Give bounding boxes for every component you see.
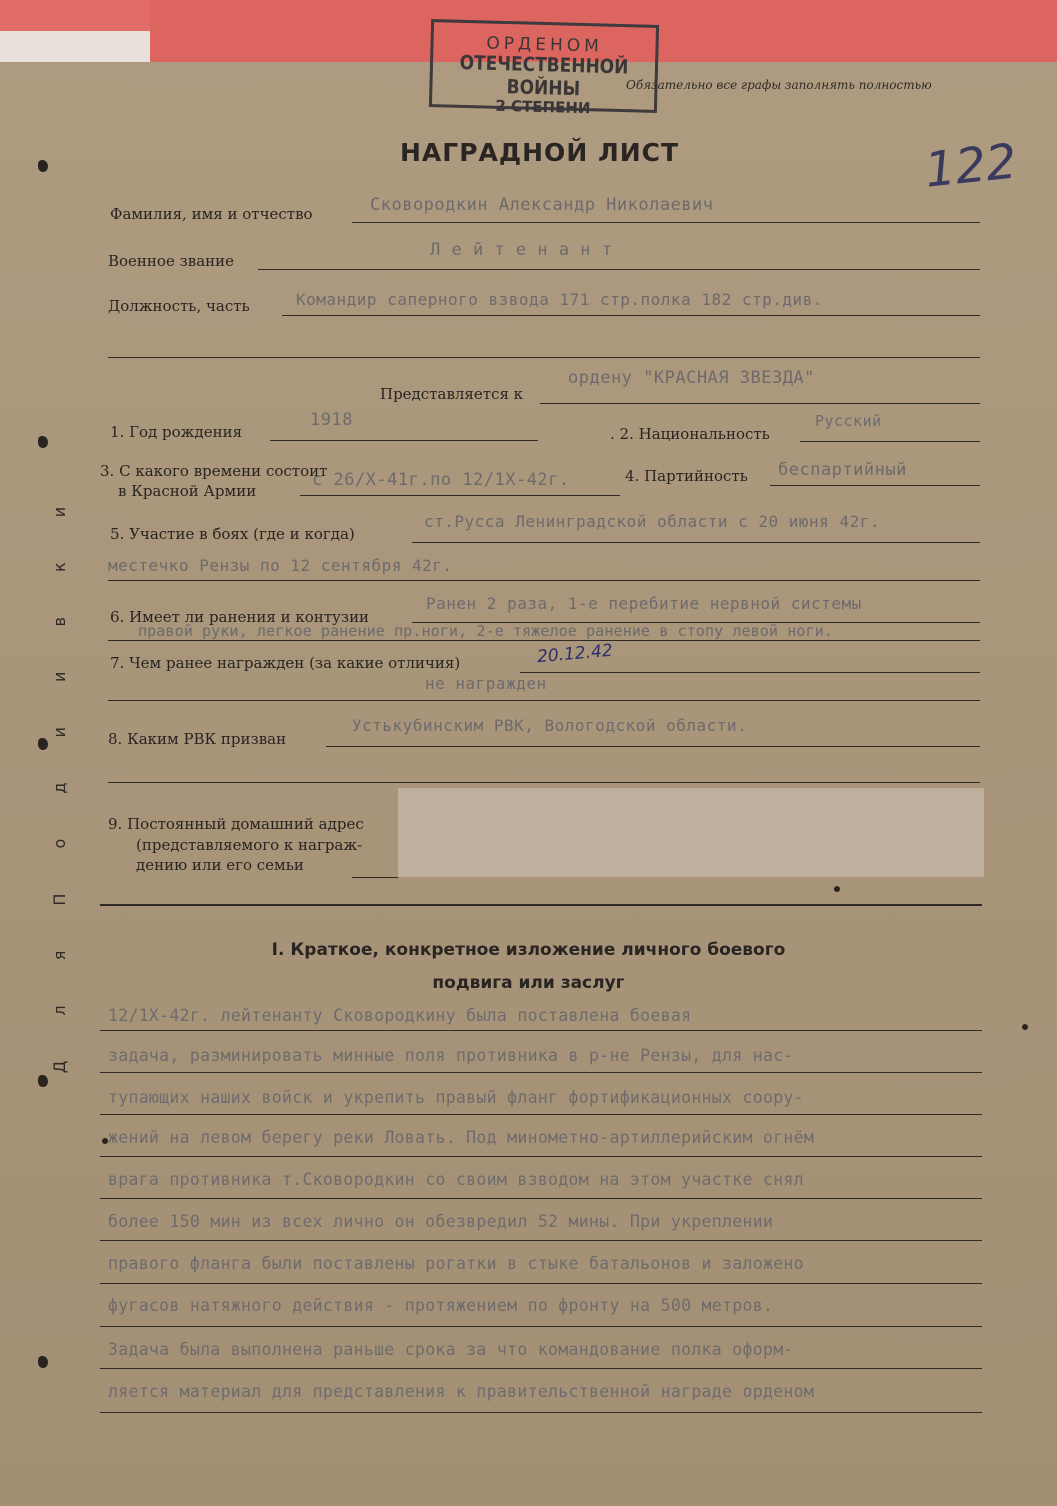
- ink-dot: [834, 886, 840, 892]
- position-underline: [282, 315, 980, 316]
- wounds-value-2: правой руки, легкое ранение пр.ноги, 2-е тяжелое ранение в стопу левой ноги.: [138, 622, 833, 640]
- address-label-line1: 9. Постоянный домашний адрес: [108, 815, 364, 833]
- nationality-underline: [800, 441, 980, 442]
- narrative-line: 12/1Х-42г. лейтенанту Сковородкину была поставлена боевая: [108, 1006, 692, 1025]
- ink-dot: [102, 1138, 108, 1144]
- handwritten-number: 122: [922, 133, 1020, 199]
- rvk-underline: [326, 746, 980, 747]
- battles-value-1: ст.Русса Ленинградской области с 20 июня 42г.: [424, 512, 880, 531]
- awards-underline: [520, 672, 980, 673]
- narrative-line: правого фланга были поставлены рогатки в стыке батальонов и заложено: [108, 1254, 804, 1273]
- narrative-rule: [100, 1326, 982, 1327]
- battles-underline: [412, 542, 980, 543]
- narrative-line: более 150 мин из всех лично он обезвредил 52 мины. При укреплении: [108, 1212, 774, 1231]
- top-instruction-note: Обязательно все графы заполнять полностью: [626, 78, 932, 92]
- stamp-line-3: 2 СТЕПЕНИ: [495, 96, 591, 118]
- rvk-label: 8. Каким РВК призван: [108, 730, 287, 748]
- service-label-line2: в Красной Армии: [118, 482, 257, 500]
- rvk-value: Устькубинским РВК, Вологодской области.: [352, 716, 748, 735]
- binder-hole: [38, 1075, 48, 1087]
- award-stamp: [429, 19, 659, 118]
- binder-hole: [38, 738, 48, 750]
- fio-underline: [352, 222, 980, 223]
- section-heading-line1: I. Краткое, конкретное изложение личного боевого: [271, 940, 786, 960]
- section-divider: [100, 904, 982, 906]
- fio-label: Фамилия, имя и отчество: [110, 205, 313, 223]
- awards-label: 7. Чем ранее награжден (за какие отличия): [110, 654, 461, 672]
- narrative-line: тупающих наших войск и укрепить правый фланг фортификационных соору-: [108, 1088, 804, 1107]
- binder-hole: [38, 160, 48, 172]
- binder-hole: [38, 1356, 48, 1368]
- service-underline: [300, 495, 620, 496]
- position-value: Командир саперного взвода 171 стр.полка 182 стр.див.: [296, 290, 823, 309]
- awards-underline-2: [108, 700, 980, 701]
- narrative-line: врага противника т.Сковородкин со своим взводом на этом участке снял: [108, 1170, 804, 1189]
- address-underline: [352, 877, 398, 878]
- narrative-line: ляется материал для представления к правительственной награде орденом: [108, 1382, 815, 1401]
- narrative-line: фугасов натяжного действия - протяжением по фронту на 500 метров.: [108, 1296, 774, 1315]
- presented-underline: [540, 403, 980, 404]
- narrative-rule: [100, 1156, 982, 1157]
- birth-label: 1. Год рождения: [110, 423, 243, 441]
- wounds-value-1: Ранен 2 раза, 1-е перебитие нервной системы: [426, 594, 862, 613]
- wounds-underline-2: [108, 640, 980, 641]
- address-redaction: [398, 788, 984, 877]
- narrative-rule: [100, 1114, 982, 1115]
- narrative-rule: [100, 1072, 982, 1073]
- narrative-rule: [100, 1368, 982, 1369]
- fio-value: Сковородкин Александр Николаевич: [370, 195, 714, 215]
- address-label-line3: дению или его семьи: [136, 856, 304, 874]
- awards-handwritten-date: 20.12.42: [536, 640, 614, 668]
- rvk-underline-2: [108, 782, 980, 783]
- narrative-rule: [100, 1198, 982, 1199]
- party-label: 4. Партийность: [625, 467, 748, 485]
- stamp-line-2: ОТЕЧЕСТВЕННОЙ ВОЙНЫ: [459, 51, 629, 101]
- margin-vertical-text: [40, 430, 80, 1130]
- service-value: с 26/Х-41г.по 12/1Х-42г.: [312, 470, 570, 490]
- margin-text: Д л я П о д и и в к и: [50, 486, 69, 1074]
- ink-dot: [1022, 1024, 1028, 1030]
- section-heading-line2: подвига или заслуг: [432, 973, 625, 993]
- narrative-line: задача, разминировать минные поля противника в р-не Рензы, для нас-: [108, 1046, 794, 1065]
- wounds-label: 6. Имеет ли ранения и контузии: [110, 608, 370, 626]
- birth-underline: [270, 440, 538, 441]
- narrative-rule: [100, 1240, 982, 1241]
- scan-edge-strip-top: [0, 0, 150, 31]
- presented-label: Представляется к: [380, 385, 524, 403]
- birth-value: 1918: [310, 410, 353, 430]
- stamp-line-1: ОРДЕНОМ: [486, 33, 604, 57]
- battles-underline-2: [108, 580, 980, 581]
- awards-value: не награжден: [425, 674, 547, 693]
- position-label: Должность, часть: [108, 297, 250, 315]
- rank-underline: [258, 269, 980, 270]
- nationality-label: . 2. Национальность: [610, 425, 770, 443]
- document-title: НАГРАДНОЙ ЛИСТ: [400, 138, 680, 167]
- nationality-value: Русский: [815, 412, 882, 430]
- rank-label: Военное звание: [108, 252, 235, 270]
- battles-value-2: местечко Рензы по 12 сентября 42г.: [108, 556, 453, 575]
- narrative-rule: [100, 1283, 982, 1284]
- address-label-line2: (представляемого к награж-: [136, 836, 363, 854]
- service-label-line1: 3. С какого времени состоит: [100, 462, 328, 480]
- narrative-line: Задача была выполнена раньше срока за что командование полка оформ-: [108, 1340, 794, 1359]
- battles-label: 5. Участие в боях (где и когда): [110, 525, 355, 543]
- party-underline: [770, 485, 980, 486]
- binder-hole: [38, 436, 48, 448]
- presented-value: ордену "КРАСНАЯ ЗВЕЗДА": [568, 368, 815, 388]
- narrative-rule: [100, 1412, 982, 1413]
- narrative-line: жений на левом берегу реки Ловать. Под минометно-артиллерийским огнём: [108, 1128, 815, 1147]
- rank-value: Л е й т е н а н т: [430, 240, 613, 260]
- party-value: беспартийный: [778, 460, 907, 480]
- narrative-rule: [100, 1030, 982, 1031]
- position-underline-2: [108, 357, 980, 358]
